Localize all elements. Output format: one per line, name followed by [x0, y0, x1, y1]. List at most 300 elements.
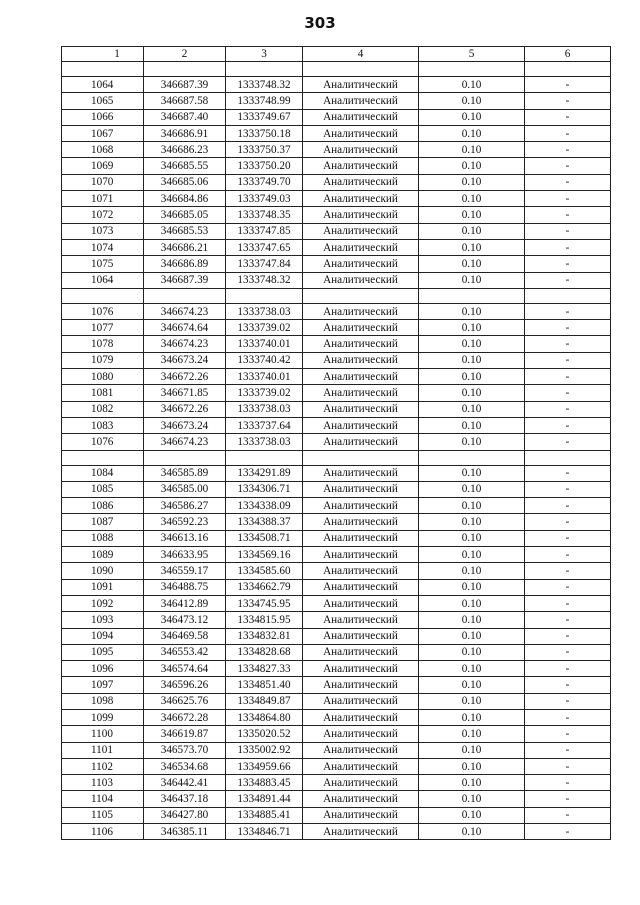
table-cell: Аналитический: [303, 158, 419, 174]
table-row: [62, 563, 611, 579]
table-cell: 1091: [62, 579, 144, 595]
table-row: [62, 417, 611, 433]
table-cell: 346633.95: [144, 547, 226, 563]
table-cell: 1334883.45: [226, 775, 303, 791]
table-cell: Аналитический: [303, 303, 419, 319]
table-cell: 0.10: [419, 807, 525, 823]
table-cell: Аналитический: [303, 417, 419, 433]
table-cell: Аналитический: [303, 352, 419, 368]
table-cell: -: [525, 758, 611, 774]
table-cell: Аналитический: [303, 191, 419, 207]
table-row: [62, 514, 611, 530]
table-cell: 346613.16: [144, 530, 226, 546]
table-cell: 0.10: [419, 661, 525, 677]
table-cell: -: [525, 369, 611, 385]
table-row: [62, 320, 611, 336]
table-cell: 1334864.80: [226, 709, 303, 725]
empty-cell: [144, 288, 226, 303]
empty-cell: [303, 288, 419, 303]
column-header: 3: [226, 47, 303, 62]
table-row: [62, 742, 611, 758]
table-cell: 0.10: [419, 256, 525, 272]
table-cell: 0.10: [419, 142, 525, 158]
column-header: 5: [419, 47, 525, 62]
empty-cell: [226, 288, 303, 303]
table-cell: -: [525, 530, 611, 546]
table-cell: Аналитический: [303, 401, 419, 417]
table-cell: 1085: [62, 481, 144, 497]
empty-cell: [62, 62, 144, 77]
table-row: [62, 579, 611, 595]
table-header-row: [62, 47, 611, 62]
table-cell: 1333739.02: [226, 385, 303, 401]
table-cell: 1333748.32: [226, 272, 303, 288]
table-cell: 1334662.79: [226, 579, 303, 595]
table-cell: 0.10: [419, 239, 525, 255]
table-cell: -: [525, 93, 611, 109]
spacer-row: [62, 62, 611, 77]
table-cell: 346596.26: [144, 677, 226, 693]
table-cell: -: [525, 207, 611, 223]
empty-cell: [525, 288, 611, 303]
table-cell: Аналитический: [303, 824, 419, 840]
table-cell: 346574.64: [144, 661, 226, 677]
empty-cell: [419, 288, 525, 303]
table-cell: 1077: [62, 320, 144, 336]
table-cell: Аналитический: [303, 481, 419, 497]
empty-cell: [62, 288, 144, 303]
table-cell: Аналитический: [303, 434, 419, 450]
table-row: [62, 481, 611, 497]
table-cell: 0.10: [419, 579, 525, 595]
table-cell: 1334846.71: [226, 824, 303, 840]
table-cell: 346673.24: [144, 417, 226, 433]
table-cell: 1333740.01: [226, 369, 303, 385]
table-cell: 1106: [62, 824, 144, 840]
table-cell: 1073: [62, 223, 144, 239]
table-row: [62, 125, 611, 141]
table-cell: 1069: [62, 158, 144, 174]
column-header: 4: [303, 47, 419, 62]
table-cell: 1333748.35: [226, 207, 303, 223]
table-cell: 346674.23: [144, 336, 226, 352]
table-cell: 1333740.42: [226, 352, 303, 368]
table-row: [62, 369, 611, 385]
table-cell: Аналитический: [303, 644, 419, 660]
table-cell: 346687.58: [144, 93, 226, 109]
table-cell: 0.10: [419, 158, 525, 174]
table-cell: 0.10: [419, 125, 525, 141]
table-row: [62, 644, 611, 660]
table-cell: Аналитический: [303, 758, 419, 774]
table-cell: Аналитический: [303, 677, 419, 693]
table-cell: 1099: [62, 709, 144, 725]
table-cell: Аналитический: [303, 207, 419, 223]
table-row: [62, 303, 611, 319]
table-cell: 1333737.64: [226, 417, 303, 433]
empty-cell: [226, 62, 303, 77]
empty-cell: [144, 62, 226, 77]
table-cell: 346686.21: [144, 239, 226, 255]
table-cell: -: [525, 807, 611, 823]
table-cell: 0.10: [419, 223, 525, 239]
table-cell: Аналитический: [303, 385, 419, 401]
table-cell: 0.10: [419, 465, 525, 481]
table-cell: 346625.76: [144, 693, 226, 709]
table-cell: -: [525, 191, 611, 207]
table-cell: Аналитический: [303, 77, 419, 93]
table-row: [62, 336, 611, 352]
table-cell: 1102: [62, 758, 144, 774]
table-cell: -: [525, 775, 611, 791]
table-cell: 0.10: [419, 563, 525, 579]
table-cell: 1098: [62, 693, 144, 709]
table-row: [62, 385, 611, 401]
table-cell: 1333748.99: [226, 93, 303, 109]
table-cell: 1081: [62, 385, 144, 401]
table-cell: 1334569.16: [226, 547, 303, 563]
table-row: [62, 758, 611, 774]
table-row: [62, 465, 611, 481]
table-cell: 1096: [62, 661, 144, 677]
table-cell: Аналитический: [303, 336, 419, 352]
table-cell: -: [525, 239, 611, 255]
table-cell: 346674.64: [144, 320, 226, 336]
table-cell: Аналитический: [303, 709, 419, 725]
table-cell: 346672.26: [144, 401, 226, 417]
table-cell: 0.10: [419, 434, 525, 450]
table-cell: Аналитический: [303, 125, 419, 141]
table-cell: -: [525, 547, 611, 563]
table-cell: 1065: [62, 93, 144, 109]
table-cell: 1083: [62, 417, 144, 433]
table-cell: -: [525, 693, 611, 709]
table-row: [62, 775, 611, 791]
table-row: [62, 401, 611, 417]
table-row: [62, 158, 611, 174]
table-cell: 1334851.40: [226, 677, 303, 693]
table-cell: -: [525, 791, 611, 807]
table-cell: 1087: [62, 514, 144, 530]
table-cell: -: [525, 434, 611, 450]
table-cell: -: [525, 417, 611, 433]
table-cell: 0.10: [419, 644, 525, 660]
table-cell: -: [525, 824, 611, 840]
table-row: [62, 498, 611, 514]
table-cell: 0.10: [419, 401, 525, 417]
table-row: [62, 142, 611, 158]
table-cell: 346585.00: [144, 481, 226, 497]
table-cell: -: [525, 223, 611, 239]
table-cell: -: [525, 256, 611, 272]
table-cell: Аналитический: [303, 320, 419, 336]
table-row: [62, 709, 611, 725]
table-cell: -: [525, 77, 611, 93]
table-cell: Аналитический: [303, 612, 419, 628]
table-row: [62, 352, 611, 368]
table-cell: 0.10: [419, 514, 525, 530]
table-cell: Аналитический: [303, 579, 419, 595]
table-cell: 0.10: [419, 693, 525, 709]
table-cell: -: [525, 628, 611, 644]
table-cell: 346685.53: [144, 223, 226, 239]
table-cell: -: [525, 385, 611, 401]
table-cell: -: [525, 709, 611, 725]
empty-cell: [62, 450, 144, 465]
table-cell: Аналитический: [303, 791, 419, 807]
table-cell: 1334585.60: [226, 563, 303, 579]
table-cell: Аналитический: [303, 109, 419, 125]
table-cell: 1090: [62, 563, 144, 579]
table-cell: 346686.23: [144, 142, 226, 158]
table-row: [62, 93, 611, 109]
table-body: [62, 62, 611, 840]
table-cell: 346619.87: [144, 726, 226, 742]
table-cell: 1095: [62, 644, 144, 660]
table-cell: 346684.86: [144, 191, 226, 207]
table-cell: -: [525, 677, 611, 693]
table-cell: 0.10: [419, 320, 525, 336]
table-cell: 0.10: [419, 677, 525, 693]
table-cell: Аналитический: [303, 369, 419, 385]
table-cell: 1088: [62, 530, 144, 546]
table-cell: Аналитический: [303, 693, 419, 709]
table-row: [62, 272, 611, 288]
table-row: [62, 223, 611, 239]
table-cell: -: [525, 595, 611, 611]
table-cell: 1333750.37: [226, 142, 303, 158]
table-cell: Аналитический: [303, 595, 419, 611]
table-cell: 346473.12: [144, 612, 226, 628]
table-cell: -: [525, 661, 611, 677]
table-cell: 1333747.65: [226, 239, 303, 255]
table-cell: -: [525, 726, 611, 742]
table-cell: 1074: [62, 239, 144, 255]
table-cell: 0.10: [419, 595, 525, 611]
empty-cell: [226, 450, 303, 465]
table-cell: 346592.23: [144, 514, 226, 530]
table-cell: Аналитический: [303, 563, 419, 579]
table-cell: 346442.41: [144, 775, 226, 791]
table-row: [62, 207, 611, 223]
table-cell: Аналитический: [303, 726, 419, 742]
table-cell: 0.10: [419, 303, 525, 319]
table-cell: 1076: [62, 303, 144, 319]
column-header: 2: [144, 47, 226, 62]
table-cell: 1333738.03: [226, 434, 303, 450]
table-row: [62, 256, 611, 272]
table-cell: -: [525, 401, 611, 417]
table-cell: 1076: [62, 434, 144, 450]
table-cell: 0.10: [419, 369, 525, 385]
table-cell: 346412.89: [144, 595, 226, 611]
table-cell: 1068: [62, 142, 144, 158]
table-cell: -: [525, 303, 611, 319]
table-cell: 0.10: [419, 612, 525, 628]
table-cell: Аналитический: [303, 547, 419, 563]
table-cell: 1333750.20: [226, 158, 303, 174]
table-row: [62, 791, 611, 807]
table-cell: -: [525, 272, 611, 288]
table-cell: -: [525, 158, 611, 174]
table-cell: 1092: [62, 595, 144, 611]
table-cell: Аналитический: [303, 807, 419, 823]
table-cell: 1084: [62, 465, 144, 481]
column-header: 6: [525, 47, 611, 62]
table-cell: -: [525, 352, 611, 368]
table-cell: Аналитический: [303, 775, 419, 791]
empty-cell: [303, 450, 419, 465]
table-row: [62, 77, 611, 93]
table-cell: 1089: [62, 547, 144, 563]
empty-cell: [525, 62, 611, 77]
table-cell: 1335020.52: [226, 726, 303, 742]
table-cell: 0.10: [419, 417, 525, 433]
table-cell: -: [525, 142, 611, 158]
table-cell: 0.10: [419, 791, 525, 807]
table-row: [62, 612, 611, 628]
table-cell: 346469.58: [144, 628, 226, 644]
table-cell: 346685.05: [144, 207, 226, 223]
table-cell: 1333749.70: [226, 174, 303, 190]
table-cell: 1333738.03: [226, 303, 303, 319]
table-cell: Аналитический: [303, 498, 419, 514]
table-row: [62, 174, 611, 190]
table-cell: 1334338.09: [226, 498, 303, 514]
empty-cell: [419, 450, 525, 465]
table-cell: 346671.85: [144, 385, 226, 401]
table-row: [62, 434, 611, 450]
table-cell: 346685.06: [144, 174, 226, 190]
table-cell: 346427.80: [144, 807, 226, 823]
table-row: [62, 824, 611, 840]
table-cell: 346674.23: [144, 303, 226, 319]
table-cell: 1334815.95: [226, 612, 303, 628]
table-cell: -: [525, 612, 611, 628]
table-cell: 1333738.03: [226, 401, 303, 417]
table-cell: 1334849.87: [226, 693, 303, 709]
empty-cell: [144, 450, 226, 465]
table-cell: Аналитический: [303, 142, 419, 158]
table-row: [62, 726, 611, 742]
table-cell: 1333750.18: [226, 125, 303, 141]
table-cell: -: [525, 336, 611, 352]
table-cell: -: [525, 742, 611, 758]
table-cell: 0.10: [419, 77, 525, 93]
table-cell: 1079: [62, 352, 144, 368]
table-cell: 346573.70: [144, 742, 226, 758]
table-cell: 346673.24: [144, 352, 226, 368]
table-row: [62, 693, 611, 709]
table-cell: 1103: [62, 775, 144, 791]
table-cell: 346672.28: [144, 709, 226, 725]
table-cell: 346385.11: [144, 824, 226, 840]
table-cell: 1333739.02: [226, 320, 303, 336]
table-cell: 1334832.81: [226, 628, 303, 644]
table-cell: 0.10: [419, 547, 525, 563]
table-cell: 1333749.67: [226, 109, 303, 125]
table-cell: 1333748.32: [226, 77, 303, 93]
table-cell: 1086: [62, 498, 144, 514]
table-cell: 1097: [62, 677, 144, 693]
table-cell: 0.10: [419, 758, 525, 774]
table-cell: 0.10: [419, 336, 525, 352]
table-cell: 346687.40: [144, 109, 226, 125]
table-cell: 1333740.01: [226, 336, 303, 352]
coordinates-table: [61, 46, 611, 840]
table-cell: 0.10: [419, 207, 525, 223]
table-cell: 346686.91: [144, 125, 226, 141]
table-cell: Аналитический: [303, 223, 419, 239]
table-cell: 1104: [62, 791, 144, 807]
table-cell: Аналитический: [303, 272, 419, 288]
spacer-row: [62, 450, 611, 465]
table-cell: Аналитический: [303, 465, 419, 481]
table-row: [62, 677, 611, 693]
table-cell: 346559.17: [144, 563, 226, 579]
table-cell: -: [525, 579, 611, 595]
spacer-row: [62, 288, 611, 303]
table-cell: Аналитический: [303, 628, 419, 644]
table-cell: 1334508.71: [226, 530, 303, 546]
table-cell: -: [525, 514, 611, 530]
table-cell: -: [525, 644, 611, 660]
table-cell: 346553.42: [144, 644, 226, 660]
table-cell: 1094: [62, 628, 144, 644]
table-cell: 1072: [62, 207, 144, 223]
table-cell: 0.10: [419, 481, 525, 497]
table-cell: 1093: [62, 612, 144, 628]
table-cell: 0.10: [419, 93, 525, 109]
table-cell: 346585.89: [144, 465, 226, 481]
table-cell: 0.10: [419, 530, 525, 546]
column-header: 1: [62, 47, 144, 62]
table-cell: 0.10: [419, 628, 525, 644]
table-row: [62, 628, 611, 644]
table-cell: 346586.27: [144, 498, 226, 514]
table-cell: 1100: [62, 726, 144, 742]
table-cell: 0.10: [419, 191, 525, 207]
table-cell: 1066: [62, 109, 144, 125]
table-cell: 1334959.66: [226, 758, 303, 774]
table-cell: -: [525, 465, 611, 481]
table-cell: Аналитический: [303, 742, 419, 758]
table-cell: 1334291.89: [226, 465, 303, 481]
table-row: [62, 239, 611, 255]
table-cell: 0.10: [419, 385, 525, 401]
empty-cell: [303, 62, 419, 77]
table-cell: -: [525, 563, 611, 579]
table-cell: 1075: [62, 256, 144, 272]
table-cell: 1334827.33: [226, 661, 303, 677]
table-cell: 0.10: [419, 272, 525, 288]
table-cell: 346534.68: [144, 758, 226, 774]
table-cell: 0.10: [419, 174, 525, 190]
table-cell: 1080: [62, 369, 144, 385]
table-cell: Аналитический: [303, 661, 419, 677]
table-cell: 1064: [62, 272, 144, 288]
table-cell: 1334891.44: [226, 791, 303, 807]
table-row: [62, 661, 611, 677]
table-cell: 346687.39: [144, 77, 226, 93]
table-cell: 1334388.37: [226, 514, 303, 530]
table-cell: Аналитический: [303, 256, 419, 272]
table-row: [62, 807, 611, 823]
table-cell: Аналитический: [303, 239, 419, 255]
table-cell: 1335002.92: [226, 742, 303, 758]
table-cell: 1070: [62, 174, 144, 190]
table-row: [62, 109, 611, 125]
